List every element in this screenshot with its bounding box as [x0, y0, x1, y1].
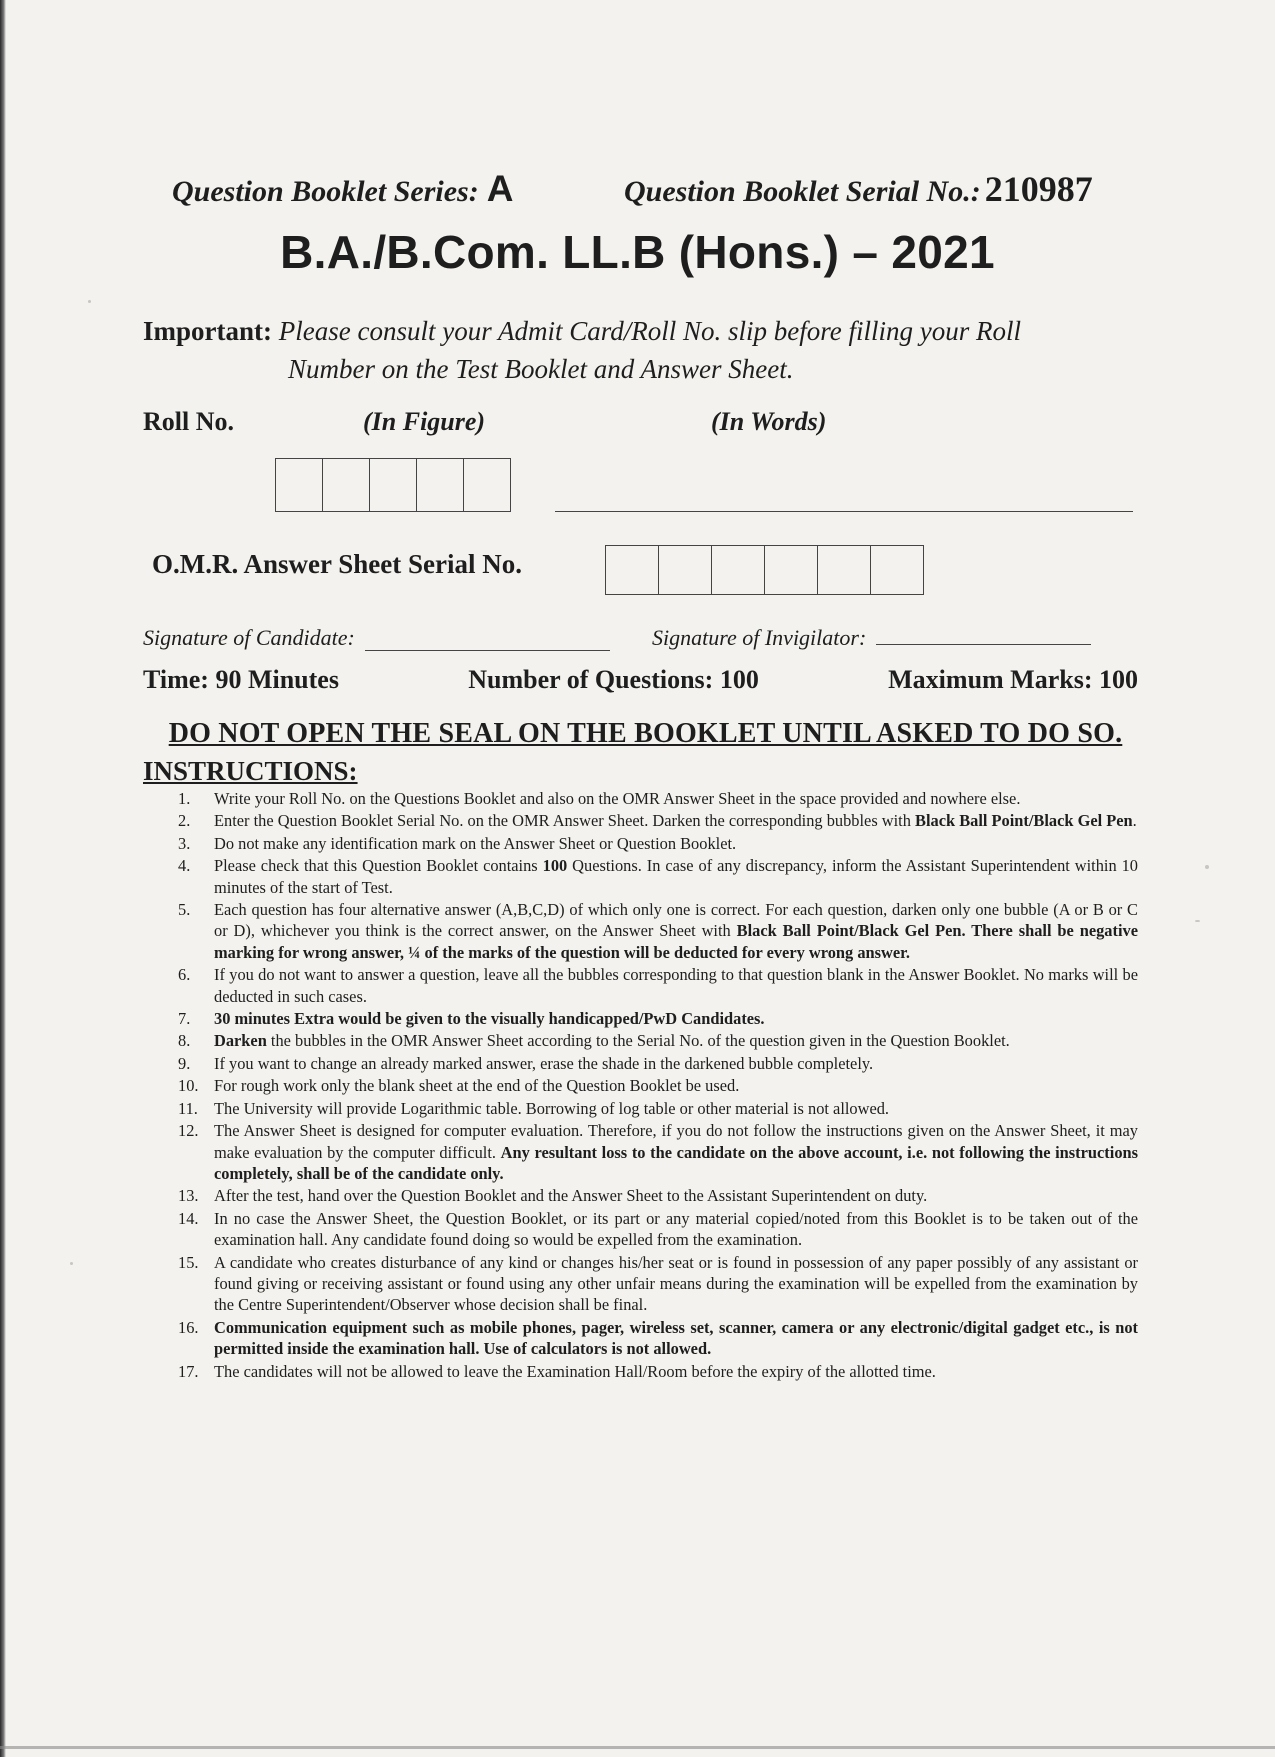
scan-speck	[70, 1262, 73, 1265]
instruction-text: If you do not want to answer a question, leave all the bubbles corresponding to that question blank in the Answer Booklet. No marks will be deducted in such cases.	[214, 965, 1138, 1006]
instruction-number: 15.	[178, 1252, 199, 1272]
instruction-text: In no case the Answer Sheet, the Question Booklet, or its part or any material copied/noted from this Booklet is to be taken out of the examination hall. Any candidate found doing so would be expelled from the examination.	[214, 1208, 1138, 1250]
scan-edge-bottom	[0, 1746, 1275, 1749]
instruction-item	[178, 1208, 1138, 1251]
instruction-text: .	[1132, 811, 1137, 831]
instruction-text: If you want to change an already marked answer, erase the shade in the darkened bubble completely.	[214, 1053, 874, 1073]
instruction-item	[178, 1053, 1138, 1074]
series-label: Question Booklet Series:	[172, 175, 479, 208]
roll-digit-box[interactable]	[464, 458, 511, 512]
omr-digit-box[interactable]	[605, 545, 659, 595]
invigilator-signature-label: Signature of Invigilator:	[652, 625, 867, 650]
important-line-1: Please consult your Admit Card/Roll No. slip before filling your Roll	[278, 316, 1021, 346]
instruction-number: 2.	[178, 811, 191, 831]
instruction-text: Enter the Question Booklet Serial No. on the OMR Answer Sheet. Darken the corresponding bubbles with	[214, 811, 916, 831]
instruction-text: Darken	[214, 1031, 267, 1051]
instruction-number: 1.	[178, 789, 191, 808]
instruction-item	[178, 1120, 1138, 1184]
instruction-text: Do not make any identification mark on the Answer Sheet or Question Booklet.	[214, 833, 737, 853]
instruction-text: The University will provide Logarithmic table. Borrowing of log table or other material is not allowed.	[214, 1098, 890, 1118]
omr-digit-box[interactable]	[765, 545, 818, 595]
exam-info-row	[143, 665, 1138, 695]
instruction-item	[178, 1252, 1138, 1316]
scan-speck	[88, 300, 91, 303]
instruction-text: The Answer Sheet is designed for computer evaluation. Therefore, if you do not follow the instructions given on the Answer Sheet, it may make evaluation by the computer difficult.	[214, 1121, 1138, 1162]
instruction-number: 8.	[178, 1031, 191, 1051]
roll-digit-box[interactable]	[370, 458, 417, 512]
instruction-number: 9.	[178, 1053, 191, 1073]
instruction-text: Black Ball Point/Black Gel Pen. There shall be negative marking for wrong answer, ¼ of the marks of the question will be deducted for every wrong answer.	[214, 921, 1138, 962]
instruction-text: Please check that this Question Booklet contains	[214, 856, 543, 876]
instruction-number: 17.	[178, 1361, 199, 1381]
instruction-text: For rough work only the blank sheet at the end of the Question Booklet be used.	[214, 1076, 740, 1096]
omr-digit-box[interactable]	[712, 545, 765, 595]
important-note	[143, 312, 1143, 388]
instruction-item	[178, 964, 1138, 1007]
instruction-number: 5.	[178, 900, 191, 920]
instruction-number: 11.	[178, 1098, 198, 1118]
important-label: Important:	[143, 316, 272, 346]
roll-digit-box[interactable]	[323, 458, 370, 512]
instruction-item	[178, 1317, 1138, 1360]
omr-serial-label: O.M.R. Answer Sheet Serial No.	[152, 549, 522, 579]
instructions-heading: INSTRUCTIONS:	[143, 756, 358, 786]
instruction-item	[178, 1098, 1138, 1119]
in-figure-label: (In Figure)	[363, 407, 486, 436]
instruction-text: Write your Roll No. on the Questions Booklet and also on the OMR Answer Sheet in the space provided and nowhere else.	[214, 789, 1021, 808]
instruction-number: 16.	[178, 1317, 199, 1337]
instruction-text: Questions. In case of any discrepancy, inform the Assistant Superintendent within 10 minutes of the start of Test.	[214, 856, 1138, 897]
instruction-item	[178, 855, 1138, 898]
instruction-item	[178, 788, 1138, 809]
instruction-text: Any resultant loss to the candidate on the above account, i.e. not following the instructions completely, shall be of the candidate only.	[214, 1142, 1139, 1183]
instruction-number: 13.	[178, 1186, 199, 1206]
omr-digit-box[interactable]	[818, 545, 871, 595]
scan-speck	[1205, 865, 1209, 869]
instruction-item	[178, 1030, 1138, 1051]
candidate-signature-label: Signature of Candidate:	[143, 625, 355, 650]
instruction-number: 12.	[178, 1121, 199, 1141]
serial-value: 210987	[984, 169, 1093, 209]
instruction-item	[178, 1075, 1138, 1096]
instruction-number: 7.	[178, 1009, 191, 1029]
serial-label: Question Booklet Serial No.:	[624, 175, 981, 208]
instruction-number: 6.	[178, 965, 191, 985]
roll-digit-box[interactable]	[275, 458, 323, 512]
page-title: B.A./B.Com. LL.B (Hons.) – 2021	[280, 226, 995, 278]
important-line-2: Number on the Test Booklet and Answer Sheet.	[288, 354, 794, 384]
instruction-number: 3.	[178, 833, 191, 853]
instruction-item	[178, 899, 1138, 963]
candidate-signature	[143, 625, 610, 651]
instructions-list	[178, 788, 1138, 1383]
instruction-text: A candidate who creates disturbance of any kind or changes his/her seat or is found in possession of any paper possibly of any assistant or found giving or receiving assistant or found using any other unfair means during the examination will be expelled from the examination by the Centre Superintendent/Observer whose decision shall be final.	[214, 1252, 1138, 1315]
questions-info: Number of Questions: 100	[468, 665, 759, 694]
instruction-number: 4.	[178, 856, 191, 876]
instruction-number: 14.	[178, 1208, 199, 1228]
instruction-item	[178, 1361, 1138, 1382]
roll-no-figure-boxes[interactable]	[275, 458, 511, 512]
roll-no-words-line[interactable]	[555, 511, 1133, 512]
instruction-item	[178, 833, 1138, 854]
seal-warning: DO NOT OPEN THE SEAL ON THE BOOKLET UNTIL ASKED TO DO SO.	[168, 718, 1123, 749]
scan-speck	[1195, 920, 1200, 922]
instruction-number: 10.	[178, 1076, 199, 1096]
omr-digit-box[interactable]	[659, 545, 712, 595]
instruction-item	[178, 810, 1138, 831]
omr-digit-box[interactable]	[871, 545, 924, 595]
instruction-item	[178, 1008, 1138, 1029]
instruction-text: 30 minutes Extra would be given to the visually handicapped/PwD Candidates.	[214, 1009, 765, 1029]
candidate-signature-line[interactable]	[365, 649, 610, 651]
instruction-text: 100	[542, 856, 568, 876]
booklet-header	[172, 168, 1122, 218]
invigilator-signature	[652, 625, 1091, 651]
roll-no-label: Roll No.	[143, 407, 234, 436]
marks-info: Maximum Marks: 100	[888, 665, 1138, 694]
instruction-text: The candidates will not be allowed to leave the Examination Hall/Room before the expiry of the allotted time.	[214, 1361, 936, 1381]
instruction-text: Black Ball Point/Black Gel Pen	[915, 811, 1133, 831]
omr-serial-boxes[interactable]	[605, 545, 924, 595]
in-words-label: (In Words)	[711, 407, 827, 436]
instruction-item	[178, 1185, 1138, 1206]
instruction-text: After the test, hand over the Question Booklet and the Answer Sheet to the Assistant Superintendent on duty.	[214, 1186, 928, 1206]
instruction-text: Communication equipment such as mobile phones, pager, wireless set, scanner, camera or any electronic/digital gadget etc., is not permitted inside the examination hall. Use of calculators is not allowed.	[214, 1317, 1138, 1359]
instruction-text: the bubbles in the OMR Answer Sheet according to the Serial No. of the question given in the Question Booklet.	[266, 1031, 1010, 1051]
instruction-text: Each question has four alternative answer (A,B,C,D) of which only one is correct. For each question, darken only one bubble (A or B or C or D), whichever you think is the correct answer, on the Answer Sheet with	[214, 900, 1138, 941]
serial-block	[624, 168, 1093, 210]
time-info: Time: 90 Minutes	[143, 665, 339, 694]
roll-digit-box[interactable]	[417, 458, 464, 512]
series-value: A	[486, 168, 514, 209]
invigilator-signature-line[interactable]	[876, 643, 1091, 645]
